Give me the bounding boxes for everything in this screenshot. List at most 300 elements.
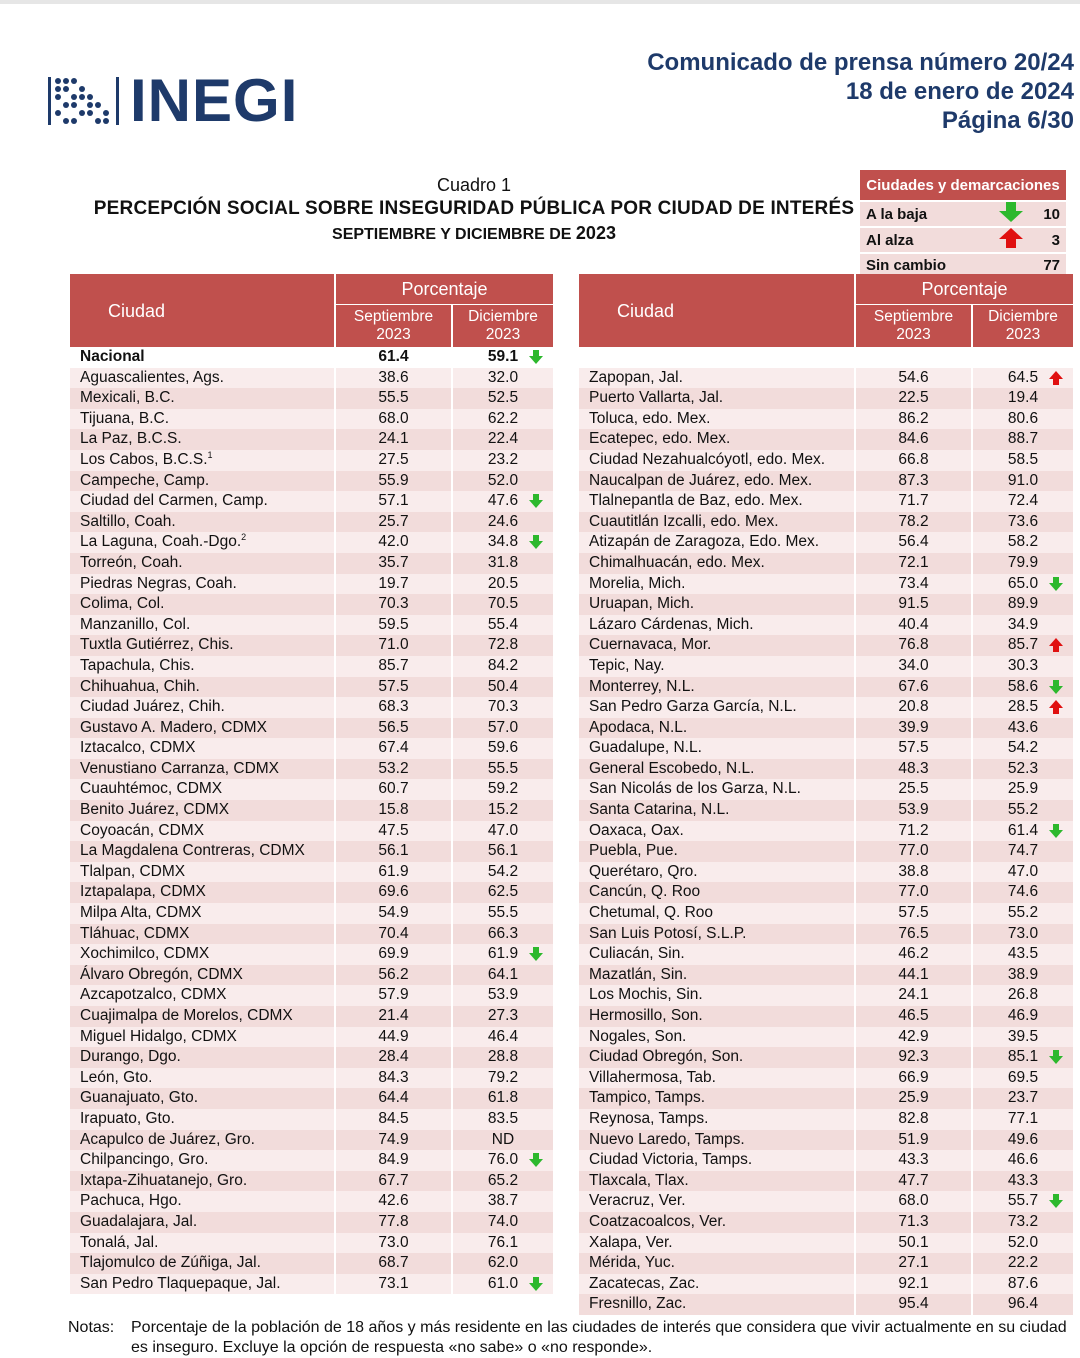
table-row	[70, 1130, 554, 1151]
dec-value: 19.4	[972, 388, 1074, 409]
dec-value: 30.3	[972, 656, 1074, 677]
press-number: Comunicado de prensa número 20/24	[647, 49, 1074, 76]
city-name: Chimalhuacán, edo. Mex.	[579, 553, 855, 574]
table-row	[579, 594, 1074, 615]
dec-value: 32.0	[452, 368, 554, 389]
city-name: Xalapa, Ver.	[579, 1233, 855, 1254]
city-name: Tlaxcala, Tlax.	[579, 1171, 855, 1192]
table-row	[70, 1212, 554, 1233]
city-name: Santa Catarina, N.L.	[579, 800, 855, 821]
dec-value: 46.4	[452, 1027, 554, 1048]
city-name: Tijuana, B.C.	[70, 409, 335, 430]
sep-value: 56.5	[335, 718, 452, 739]
city-name: Ciudad Victoria, Tamps.	[579, 1150, 855, 1171]
sep-value: 60.7	[335, 779, 452, 800]
sep-value: 55.9	[335, 471, 452, 492]
sep-value: 51.9	[855, 1130, 972, 1151]
dec-value: 64.5	[972, 368, 1074, 389]
sep-value	[855, 347, 972, 368]
city-name: Xochimilco, CDMX	[70, 944, 335, 965]
page-number: Página 6/30	[941, 107, 1074, 134]
city-name: Querétaro, Qro.	[579, 862, 855, 883]
table-row	[579, 697, 1074, 718]
sep-value: 57.5	[855, 738, 972, 759]
table-row	[70, 409, 554, 430]
table-row	[70, 759, 554, 780]
sep-value: 46.5	[855, 1006, 972, 1027]
sep-value: 46.2	[855, 944, 972, 965]
summary-label: A la baja	[860, 201, 994, 227]
table-row	[579, 882, 1074, 903]
city-name: Cuernavaca, Mor.	[579, 635, 855, 656]
dec-value: 25.9	[972, 779, 1074, 800]
table-row	[70, 1233, 554, 1254]
sep-value: 27.1	[855, 1253, 972, 1274]
table-row	[579, 1006, 1074, 1027]
dec-value: 73.2	[972, 1212, 1074, 1233]
city-name: Cuajimalpa de Morelos, CDMX	[70, 1006, 335, 1027]
city-name: Chihuahua, Chih.	[70, 677, 335, 698]
sep-value: 53.9	[855, 800, 972, 821]
sep-value: 47.7	[855, 1171, 972, 1192]
city-name: San Nicolás de los Garza, N.L.	[579, 779, 855, 800]
sep-value: 68.0	[335, 409, 452, 430]
dec-value: 38.7	[452, 1191, 554, 1212]
city-name: San Luis Potosí, S.L.P.	[579, 924, 855, 945]
table-row	[70, 862, 554, 883]
dec-value: 87.6	[972, 1274, 1074, 1295]
dec-value: 83.5	[452, 1109, 554, 1130]
city-name: Coatzacoalcos, Ver.	[579, 1212, 855, 1233]
sep-value: 25.9	[855, 1088, 972, 1109]
table-row	[70, 882, 554, 903]
sep-value: 53.2	[335, 759, 452, 780]
table-row	[70, 388, 554, 409]
sep-value: 76.8	[855, 635, 972, 656]
sep-value: 71.3	[855, 1212, 972, 1233]
city-name: Mazatlán, Sin.	[579, 965, 855, 986]
table-row	[70, 1006, 554, 1027]
arrow-down-icon	[529, 350, 543, 364]
city-name: Apodaca, N.L.	[579, 718, 855, 739]
table-row	[579, 450, 1074, 471]
city-name: Veracruz, Ver.	[579, 1191, 855, 1212]
cuadro-subtitle-text: SEPTIEMBRE Y DICIEMBRE DE	[332, 226, 572, 243]
arrow-down-icon	[529, 494, 543, 508]
table-row	[579, 759, 1074, 780]
city-name: Nogales, Son.	[579, 1027, 855, 1048]
dec-value: 62.5	[452, 882, 554, 903]
city-name: Manzanillo, Col.	[70, 615, 335, 636]
dec-value: 52.0	[972, 1233, 1074, 1254]
table-row	[70, 965, 554, 986]
col-header-dec: Diciembre 2023	[452, 305, 554, 348]
table-row	[579, 553, 1074, 574]
dec-value: 47.0	[972, 862, 1074, 883]
sep-value: 73.4	[855, 574, 972, 595]
table-row	[70, 532, 554, 553]
table-row	[579, 615, 1074, 636]
sep-value: 50.1	[855, 1233, 972, 1254]
city-name: Guadalupe, N.L.	[579, 738, 855, 759]
city-name: Uruapan, Mich.	[579, 594, 855, 615]
table-row	[70, 594, 554, 615]
dec-value: 38.9	[972, 965, 1074, 986]
city-name: Ciudad Obregón, Son.	[579, 1047, 855, 1068]
sep-value: 19.7	[335, 574, 452, 595]
summary-count: 10	[1028, 201, 1066, 227]
city-name: Los Mochis, Sin.	[579, 985, 855, 1006]
sep-value: 87.3	[855, 471, 972, 492]
sep-value: 57.1	[335, 491, 452, 512]
table-row	[70, 1171, 554, 1192]
dec-value: 52.0	[452, 471, 554, 492]
city-name: La Paz, B.C.S.	[70, 429, 335, 450]
dec-value: 58.2	[972, 532, 1074, 553]
dec-value: 79.9	[972, 553, 1074, 574]
sep-value: 73.1	[335, 1274, 452, 1295]
dec-value: ND	[452, 1130, 554, 1151]
notes	[68, 1318, 1068, 1358]
sep-value: 84.3	[335, 1068, 452, 1089]
city-name: Monterrey, N.L.	[579, 677, 855, 698]
table-row	[579, 1150, 1074, 1171]
notes-label: Notas:	[68, 1319, 115, 1336]
table-row	[70, 1191, 554, 1212]
dec-value: 24.6	[452, 512, 554, 533]
dec-value: 43.6	[972, 718, 1074, 739]
dec-value: 56.1	[452, 841, 554, 862]
city-name: Aguascalientes, Ags.	[70, 368, 335, 389]
cuadro-subtitle	[68, 222, 880, 246]
table-row	[70, 718, 554, 739]
summary-count: 77	[1028, 253, 1066, 277]
table-row	[579, 512, 1074, 533]
city-name: Colima, Col.	[70, 594, 335, 615]
sep-value: 42.9	[855, 1027, 972, 1048]
city-name: Tampico, Tamps.	[579, 1088, 855, 1109]
sep-value: 43.3	[855, 1150, 972, 1171]
dec-value: 61.8	[452, 1088, 554, 1109]
dec-value: 73.6	[972, 512, 1074, 533]
sep-value: 69.6	[335, 882, 452, 903]
dec-value: 49.6	[972, 1130, 1074, 1151]
dec-value: 34.8	[452, 532, 554, 553]
dec-value: 22.4	[452, 429, 554, 450]
dec-value: 59.6	[452, 738, 554, 759]
city-name: Naucalpan de Juárez, edo. Mex.	[579, 471, 855, 492]
dec-value: 22.2	[972, 1253, 1074, 1274]
sep-value: 66.8	[855, 450, 972, 471]
sep-value: 42.0	[335, 532, 452, 553]
sep-value: 64.4	[335, 1088, 452, 1109]
sep-value: 74.9	[335, 1130, 452, 1151]
sep-value: 95.4	[855, 1294, 972, 1315]
sep-value: 21.4	[335, 1006, 452, 1027]
table-row	[70, 1274, 554, 1295]
dec-value	[972, 347, 1074, 368]
sep-value: 68.0	[855, 1191, 972, 1212]
table-row	[579, 1294, 1074, 1315]
table-row	[579, 368, 1074, 389]
arrow-down-icon	[529, 1153, 543, 1167]
city-name: Puerto Vallarta, Jal.	[579, 388, 855, 409]
table-row	[70, 697, 554, 718]
sep-value: 44.9	[335, 1027, 452, 1048]
sep-value: 38.8	[855, 862, 972, 883]
dec-value: 55.4	[452, 615, 554, 636]
right-data-table	[579, 274, 1075, 1315]
dec-value: 55.5	[452, 759, 554, 780]
table-row	[579, 429, 1074, 450]
dec-value: 77.1	[972, 1109, 1074, 1130]
dec-value: 50.4	[452, 677, 554, 698]
col-header-city: Ciudad	[70, 274, 335, 347]
sep-value: 71.0	[335, 635, 452, 656]
table-row	[70, 574, 554, 595]
table-row	[70, 1088, 554, 1109]
summary-label: Sin cambio	[860, 253, 994, 277]
dec-value: 46.9	[972, 1006, 1074, 1027]
sep-value: 40.4	[855, 615, 972, 636]
dec-value: 52.5	[452, 388, 554, 409]
table-row	[70, 903, 554, 924]
dec-value: 73.0	[972, 924, 1074, 945]
sep-value: 76.5	[855, 924, 972, 945]
arrow-down-icon	[1049, 680, 1063, 694]
col-header-dec: Diciembre 2023	[972, 305, 1074, 348]
dec-value: 20.5	[452, 574, 554, 595]
table-row	[70, 656, 554, 677]
table-row	[579, 677, 1074, 698]
table-row	[579, 656, 1074, 677]
dec-value: 74.6	[972, 882, 1074, 903]
dec-value: 91.0	[972, 471, 1074, 492]
blank-row	[579, 347, 1074, 368]
city-name: Gustavo A. Madero, CDMX	[70, 718, 335, 739]
cuadro-number: Cuadro 1	[436, 175, 512, 195]
sep-value: 54.9	[335, 903, 452, 924]
sep-value: 25.7	[335, 512, 452, 533]
table-row	[579, 1233, 1074, 1254]
table-row	[579, 738, 1074, 759]
table-row	[70, 368, 554, 389]
arrow-down-icon	[529, 535, 543, 549]
dec-value: 43.5	[972, 944, 1074, 965]
sep-value: 92.3	[855, 1047, 972, 1068]
table-row	[579, 1068, 1074, 1089]
sep-value: 48.3	[855, 759, 972, 780]
dec-value: 62.0	[452, 1253, 554, 1274]
city-name: Álvaro Obregón, CDMX	[70, 965, 335, 986]
table-row	[70, 841, 554, 862]
dec-value: 72.8	[452, 635, 554, 656]
sep-value: 82.8	[855, 1109, 972, 1130]
dec-value: 64.1	[452, 965, 554, 986]
city-name: Coyoacán, CDMX	[70, 821, 335, 842]
dec-value: 26.8	[972, 985, 1074, 1006]
dec-value: 74.7	[972, 841, 1074, 862]
dec-value: 96.4	[972, 1294, 1074, 1315]
city-name: Saltillo, Coah.	[70, 512, 335, 533]
city-name: Lázaro Cárdenas, Mich.	[579, 615, 855, 636]
sep-value: 35.7	[335, 553, 452, 574]
arrow-down-icon	[529, 1277, 543, 1291]
table-row	[579, 903, 1074, 924]
sep-value: 57.5	[855, 903, 972, 924]
table-row	[579, 944, 1074, 965]
sep-value: 84.5	[335, 1109, 452, 1130]
dec-value: 54.2	[972, 738, 1074, 759]
sep-value: 22.5	[855, 388, 972, 409]
sep-value: 20.8	[855, 697, 972, 718]
city-name: Atizapán de Zaragoza, Edo. Mex.	[579, 532, 855, 553]
arrow-down-icon	[1049, 824, 1063, 838]
city-name: Tepic, Nay.	[579, 656, 855, 677]
city-name: Tlajomulco de Zúñiga, Jal.	[70, 1253, 335, 1274]
top-border	[0, 0, 1080, 4]
sep-value: 69.9	[335, 944, 452, 965]
sep-value: 38.6	[335, 368, 452, 389]
col-header-percent: Porcentaje	[335, 274, 554, 305]
dec-value: 57.0	[452, 718, 554, 739]
dec-value: 85.1	[972, 1047, 1074, 1068]
city-name: Cuauhtémoc, CDMX	[70, 779, 335, 800]
city-name: Iztapalapa, CDMX	[70, 882, 335, 903]
table-row	[579, 409, 1074, 430]
arrow-down-icon	[529, 947, 543, 961]
sep-value: 85.7	[335, 656, 452, 677]
dec-value: 76.1	[452, 1233, 554, 1254]
dec-value: 55.7	[972, 1191, 1074, 1212]
sep-value: 34.0	[855, 656, 972, 677]
sep-value: 61.9	[335, 862, 452, 883]
city-name: Guadalajara, Jal.	[70, 1212, 335, 1233]
dec-value: 84.2	[452, 656, 554, 677]
table-row	[579, 388, 1074, 409]
dec-value: 55.5	[452, 903, 554, 924]
sep-value: 61.4	[335, 347, 452, 368]
city-name: Ecatepec, edo. Mex.	[579, 429, 855, 450]
col-header-sep: Septiembre 2023	[335, 305, 452, 348]
city-name: Hermosillo, Son.	[579, 1006, 855, 1027]
table-row	[70, 985, 554, 1006]
sep-value: 77.8	[335, 1212, 452, 1233]
press-date: 18 de enero de 2024	[845, 78, 1074, 105]
sep-value: 55.5	[335, 388, 452, 409]
table-row	[579, 800, 1074, 821]
dec-value: 74.0	[452, 1212, 554, 1233]
sep-value: 86.2	[855, 409, 972, 430]
sep-value: 54.6	[855, 368, 972, 389]
sep-value: 71.7	[855, 491, 972, 512]
city-name: Ciudad del Carmen, Camp.	[70, 491, 335, 512]
sep-value: 59.5	[335, 615, 452, 636]
col-header-city: Ciudad	[579, 274, 855, 347]
sep-value: 72.1	[855, 553, 972, 574]
city-name: San Pedro Garza García, N.L.	[579, 697, 855, 718]
cuadro-title: PERCEPCIÓN SOCIAL SOBRE INSEGURIDAD PÚBLICA POR CIUDAD DE INTERÉS	[93, 198, 855, 219]
table-row	[70, 944, 554, 965]
dec-value: 27.3	[452, 1006, 554, 1027]
table-row	[70, 1150, 554, 1171]
sep-value: 70.3	[335, 594, 452, 615]
table-row	[579, 574, 1074, 595]
city-name: Azcapotzalco, CDMX	[70, 985, 335, 1006]
dec-value: 47.6	[452, 491, 554, 512]
city-name: Cancún, Q. Roo	[579, 882, 855, 903]
sep-value: 57.5	[335, 677, 452, 698]
dec-value: 65.0	[972, 574, 1074, 595]
city-name: Miguel Hidalgo, CDMX	[70, 1027, 335, 1048]
dec-value: 65.2	[452, 1171, 554, 1192]
arrow-up-icon	[998, 228, 1024, 248]
table-row	[579, 1109, 1074, 1130]
press-info	[647, 48, 1074, 135]
sep-value: 67.7	[335, 1171, 452, 1192]
sep-value: 47.5	[335, 821, 452, 842]
city-name: Durango, Dgo.	[70, 1047, 335, 1068]
table-row	[70, 779, 554, 800]
dec-value: 46.6	[972, 1150, 1074, 1171]
dec-value: 28.5	[972, 697, 1074, 718]
city-name: Guanajuato, Gto.	[70, 1088, 335, 1109]
city-name: Nacional	[70, 347, 335, 368]
sep-value: 77.0	[855, 841, 972, 862]
table-row	[70, 924, 554, 945]
city-name: Oaxaca, Oax.	[579, 821, 855, 842]
city-name: Benito Juárez, CDMX	[70, 800, 335, 821]
dec-value: 59.2	[452, 779, 554, 800]
table-row	[70, 677, 554, 698]
sep-value: 57.9	[335, 985, 452, 1006]
sep-value: 42.6	[335, 1191, 452, 1212]
table-row	[579, 1171, 1074, 1192]
dec-value: 58.6	[972, 677, 1074, 698]
summary-row-up	[860, 227, 1066, 253]
sep-value: 73.0	[335, 1233, 452, 1254]
city-name: Acapulco de Juárez, Gro.	[70, 1130, 335, 1151]
city-name: Tuxtla Gutiérrez, Chis.	[70, 635, 335, 656]
table-row	[70, 1253, 554, 1274]
city-name: Mexicali, B.C.	[70, 388, 335, 409]
dec-value: 66.3	[452, 924, 554, 945]
left-data-table	[70, 274, 555, 1294]
dec-value: 80.6	[972, 409, 1074, 430]
city-name: Zapopan, Jal.	[579, 368, 855, 389]
sep-value: 24.1	[335, 429, 452, 450]
city-name: Tapachula, Chis.	[70, 656, 335, 677]
dec-value: 23.2	[452, 450, 554, 471]
city-name: Fresnillo, Zac.	[579, 1294, 855, 1315]
table-row	[579, 491, 1074, 512]
arrow-down-icon	[1049, 1194, 1063, 1208]
dec-value: 79.2	[452, 1068, 554, 1089]
table-row	[579, 862, 1074, 883]
table-row	[70, 450, 554, 471]
sep-value: 66.9	[855, 1068, 972, 1089]
dec-value: 88.7	[972, 429, 1074, 450]
table-row	[70, 1068, 554, 1089]
inegi-logo	[48, 67, 299, 134]
national-row	[70, 347, 554, 368]
sep-value: 92.1	[855, 1274, 972, 1295]
dec-value: 61.4	[972, 821, 1074, 842]
city-name: Cuautitlán Izcalli, edo. Mex.	[579, 512, 855, 533]
sep-value: 56.1	[335, 841, 452, 862]
sep-value: 78.2	[855, 512, 972, 533]
table-row	[70, 1027, 554, 1048]
